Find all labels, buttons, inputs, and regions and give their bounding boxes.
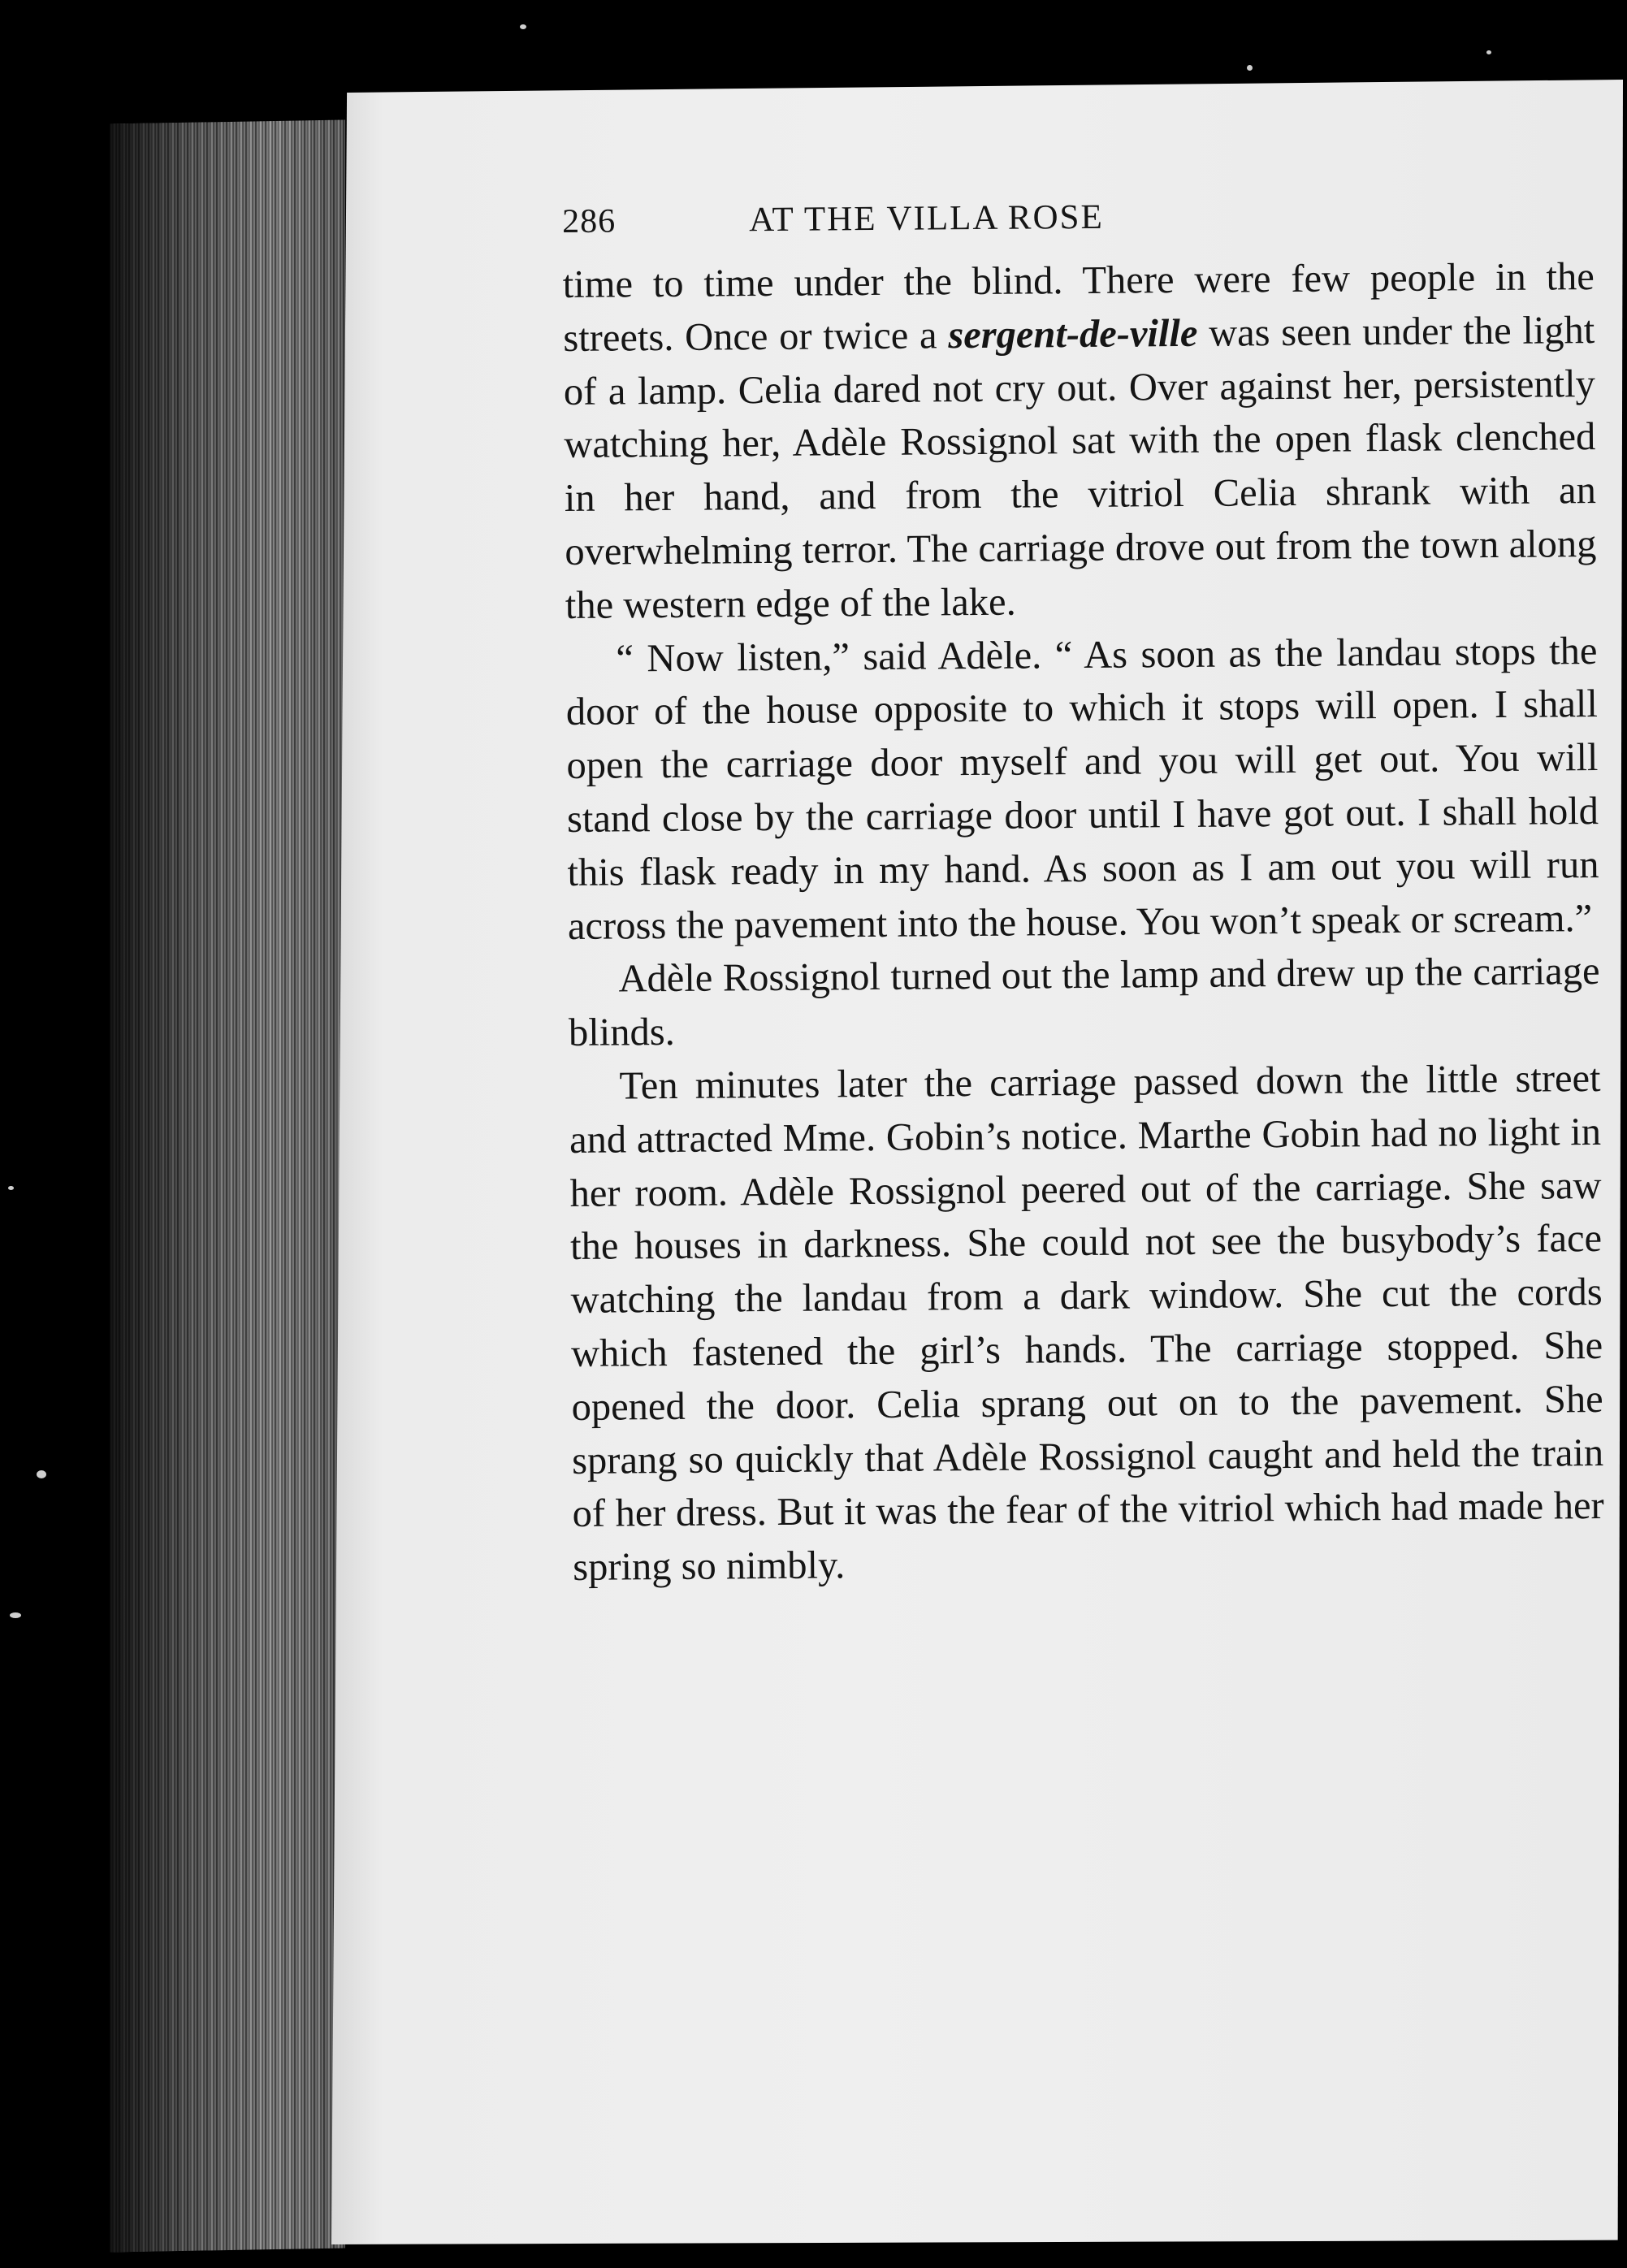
paragraph-2: “ Now listen,” said Adèle. “ As soon as the landau stops the door of the house opposite to which it stops will open. I shall open the carriage door myself and you will get out. You will stand close by the carriage door until I have got out. I shall hold this flask ready in my hand. As soon as I am out you will run across the pavement into the house. You won’t speak or scream.” [565,629,1599,948]
body-text [563,250,1605,1595]
page-content [562,193,1604,1595]
paragraph-4: Ten minutes later the carriage passed down the little street and attracted Mme. Gobin’s notice. Marthe Gobin had no light in her room. Adèle Rossignol peered out of the carriage. She saw the houses in darkness. She could not see the busybody’s face watching the landau from a dark window. She cut the cords which fastened the girl’s hands. The carriage stopped. She opened the door. Celia sprang out on to the pavement. She sprang so quickly that Adèle Rossignol caught and held the train of her dress. But it was the fear of the vitriol which had made her spring so nimbly. [569,1056,1604,1590]
paragraph-1-end: was seen under the light of a lamp. Celia dared not cry out. Over against her, persistently watching her, Adèle Rossignol sat with the open flask clenched in her hand, and from the vitriol Celia shrank with an overwhelming terror. The carriage drove out from the town along the western edge of the lake. [563,308,1597,627]
paragraph-3: Adèle Rossignol turned out the lamp and drew up the carriage blinds. [568,950,1600,1055]
running-head [562,193,1595,258]
paragraph-1 [563,250,1598,633]
paragraph-1-italic: sergent-de-ville [948,311,1198,357]
page-edge-shadow [110,119,345,2252]
running-title: AT THE VILLA ROSE [749,197,1104,240]
paragraph-1-start: time to time under the blind. There were few people in the streets. Once or twice a [562,255,1595,360]
page-number: 286 [562,202,617,240]
